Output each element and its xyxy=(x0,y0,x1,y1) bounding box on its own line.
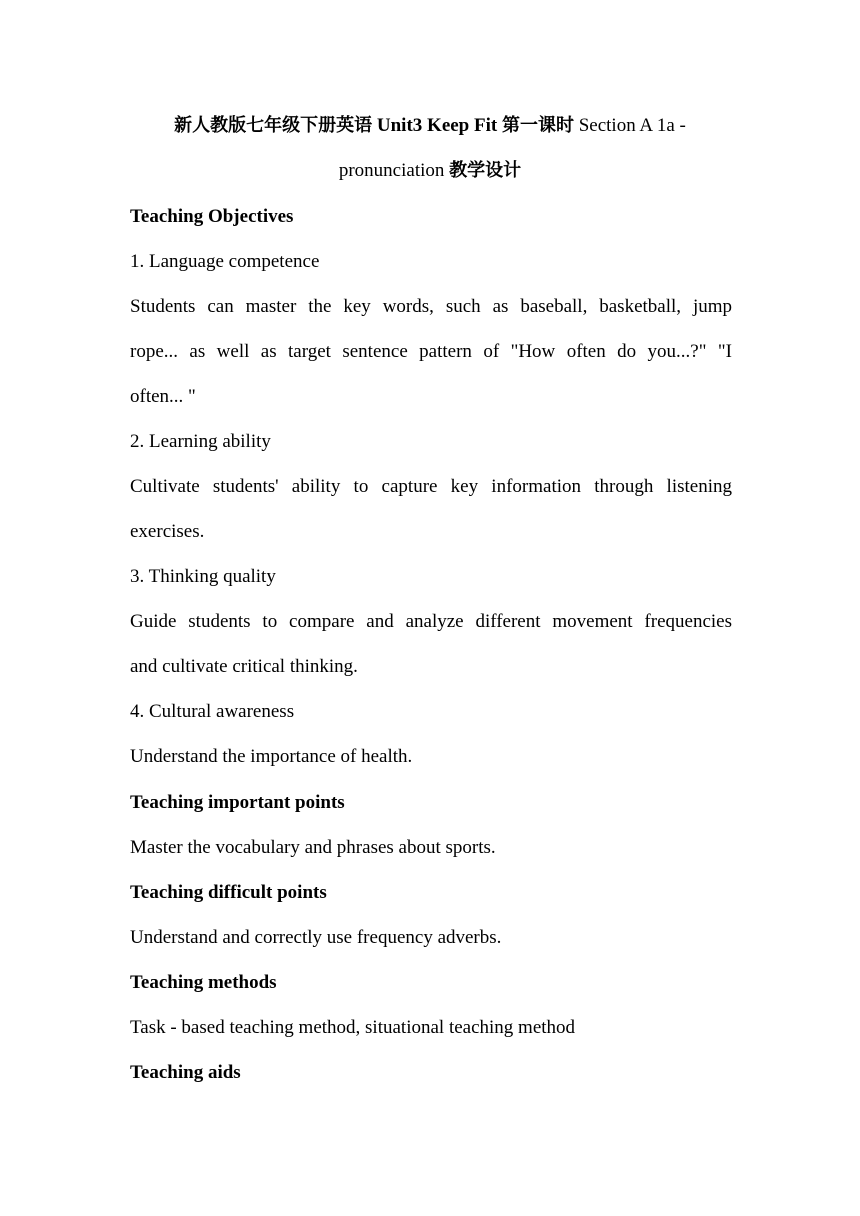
objective-1-line-1: Students can master the key words, such as baseball, basketball, jump xyxy=(130,296,732,317)
objective-2-title: 2. Learning ability xyxy=(130,431,271,452)
objective-3-line-1: Guide students to compare and analyze different movement frequencies xyxy=(130,611,732,632)
heading-teaching-objectives: Teaching Objectives xyxy=(130,206,294,227)
objective-3-line-2: and cultivate critical thinking. xyxy=(130,656,358,677)
objective-4-title: 4. Cultural awareness xyxy=(130,701,295,722)
objective-3-title: 3. Thinking quality xyxy=(130,566,276,587)
heading-teaching-methods: Teaching methods xyxy=(130,972,277,993)
heading-important-points: Teaching important points xyxy=(130,792,345,813)
important-points-text: Master the vocabulary and phrases about sports. xyxy=(130,837,496,858)
document-title-line-2 xyxy=(100,157,760,185)
title-lesson-number: 第一课时 xyxy=(501,115,574,136)
objective-1-line-3: often... " xyxy=(130,386,196,407)
heading-difficult-points: Teaching difficult points xyxy=(130,882,327,903)
difficult-points-text: Understand and correctly use frequency adverbs. xyxy=(130,927,502,948)
title-chinese-prefix: 新人教版七年级下册英语 xyxy=(174,115,373,136)
objective-4-line-1: Understand the importance of health. xyxy=(130,746,413,767)
title-section: Section A 1a - xyxy=(573,115,686,136)
title-unit-name: Unit3 Keep Fit xyxy=(372,115,502,136)
objective-1-line-2: rope... as well as target sentence pattern of "How often do you...?" "I xyxy=(130,341,732,362)
title-teaching-design: 教学设计 xyxy=(449,160,522,181)
title-pronunciation: pronunciation xyxy=(338,160,450,181)
objective-2-line-1: Cultivate students' ability to capture key information through listening xyxy=(130,476,732,497)
objective-1-title: 1. Language competence xyxy=(130,251,320,272)
teaching-methods-text: Task - based teaching method, situational teaching method xyxy=(130,1017,576,1038)
objective-2-line-2: exercises. xyxy=(130,521,205,542)
heading-teaching-aids: Teaching aids xyxy=(130,1062,241,1083)
document-title-line-1 xyxy=(100,112,760,140)
